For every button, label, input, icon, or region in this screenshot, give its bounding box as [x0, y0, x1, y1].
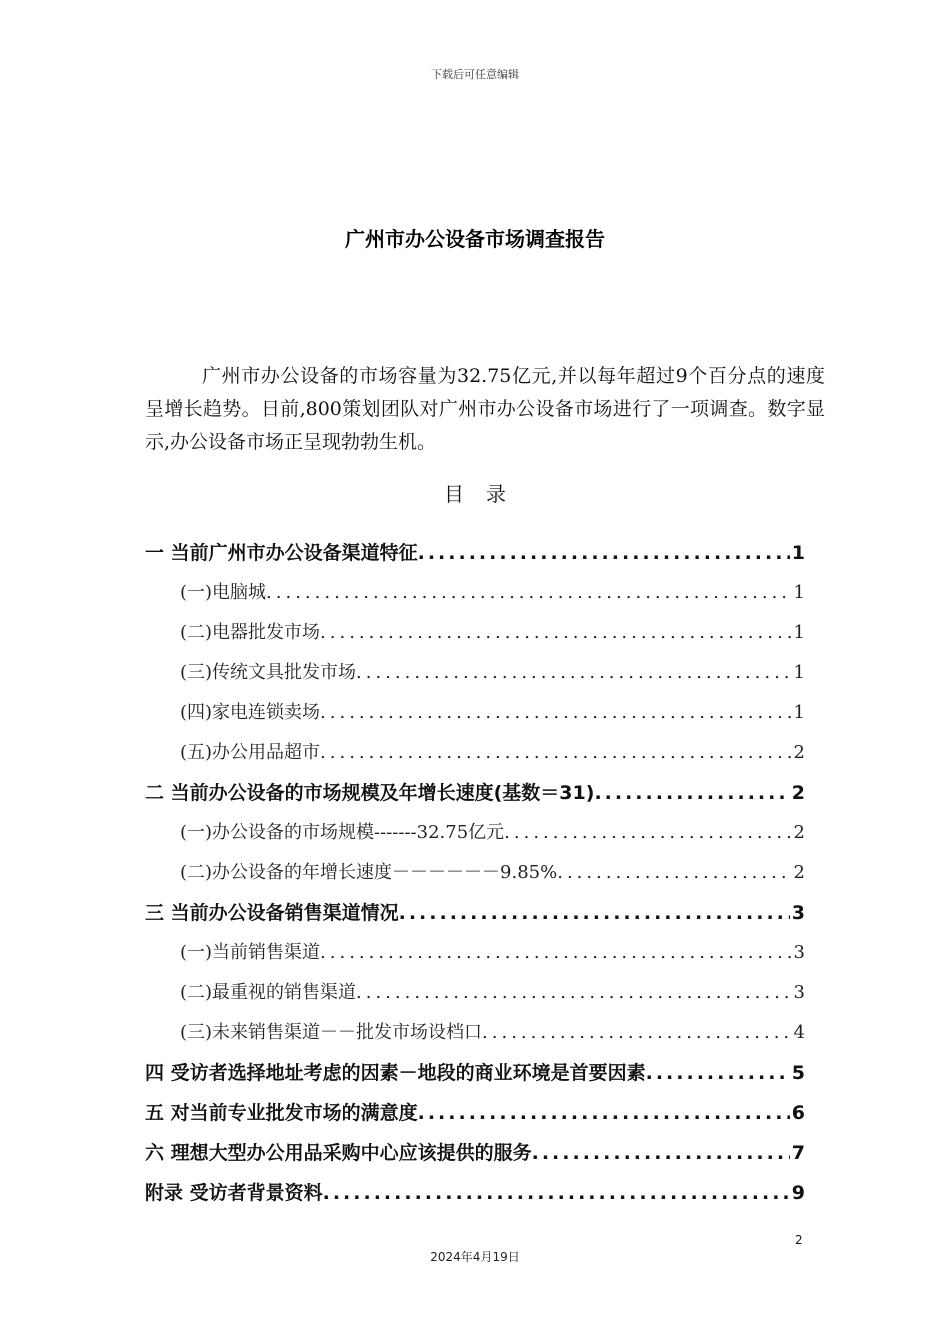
- toc-entry-page: 1: [793, 662, 805, 683]
- toc-entry[interactable]: [145, 658, 805, 698]
- toc-entry-text: (一)办公设备的市场规模-------32.75亿元: [180, 822, 505, 843]
- toc-entry-text: (四)家电连锁卖场: [180, 702, 321, 723]
- toc-entry-page: 2: [793, 862, 805, 883]
- toc-dot-leader: [482, 1022, 792, 1043]
- toc-entry-page: 1: [793, 622, 805, 643]
- toc-dot-leader: [320, 702, 792, 723]
- toc-dot-leader: [418, 1102, 790, 1124]
- toc-entry[interactable]: [145, 578, 805, 618]
- toc-entry-page: 1: [793, 582, 805, 603]
- toc-entry-text: (三)传统文具批发市场: [180, 662, 357, 683]
- header-note: 下载后可任意编辑: [431, 68, 519, 81]
- toc-dot-leader: [356, 662, 792, 683]
- toc-entry-text: 二 当前办公设备的市场规模及年增长速度(基数＝31): [145, 782, 595, 804]
- toc-dot-leader: [320, 942, 792, 963]
- toc-entry-page: 9: [791, 1182, 805, 1204]
- toc-entry[interactable]: [145, 538, 805, 578]
- toc-entry-text: 附录 受访者背景资料: [145, 1182, 323, 1204]
- toc-entry-text: (一)电脑城: [180, 582, 267, 603]
- toc-entry-text: 六 理想大型办公用品采购中心应该提供的服务: [145, 1142, 532, 1164]
- toc-entry[interactable]: [145, 938, 805, 978]
- page-number: 2: [795, 1233, 803, 1247]
- toc-entry[interactable]: [145, 778, 805, 818]
- toc-entry[interactable]: [145, 738, 805, 778]
- toc-entry-text: (二)电器批发市场: [180, 622, 321, 643]
- toc-entry-page: 3: [793, 942, 805, 963]
- toc-entry[interactable]: [145, 1138, 805, 1178]
- toc-entry-text: 五 对当前专业批发市场的满意度: [145, 1102, 418, 1124]
- toc-dot-leader: [399, 902, 790, 924]
- toc-entry-text: 四 受访者选择地址考虑的因素－地段的商业环境是首要因素: [145, 1062, 646, 1084]
- toc-entry[interactable]: [145, 1018, 805, 1058]
- toc-entry[interactable]: [145, 818, 805, 858]
- toc-dot-leader: [266, 582, 792, 603]
- toc-entry-page: 1: [791, 542, 805, 564]
- toc-entry[interactable]: [145, 898, 805, 938]
- toc-entry[interactable]: [145, 618, 805, 658]
- toc-dot-leader: [594, 782, 789, 804]
- toc-dot-leader: [418, 542, 790, 564]
- toc-entry-page: 2: [791, 782, 805, 804]
- toc-entry[interactable]: [145, 698, 805, 738]
- report-title: 广州市办公设备市场调查报告: [345, 227, 605, 251]
- toc-dot-leader: [320, 622, 792, 643]
- toc-entry-text: (二)办公设备的年增长速度－－－－－－9.85%: [180, 862, 558, 883]
- toc-entry[interactable]: [145, 1098, 805, 1138]
- toc-entry[interactable]: [145, 978, 805, 1018]
- toc-entry-page: 6: [791, 1102, 805, 1124]
- intro-paragraph: 广州市办公设备的市场容量为32.75亿元,并以每年超过9个百分点的速度呈增长趋势。日前,800策划团队对广州市办公设备市场进行了一项调查。数字显示,办公设备市场正呈现勃勃生机。: [145, 365, 825, 453]
- toc-entry-page: 3: [791, 902, 805, 924]
- toc-dot-leader: [323, 1182, 790, 1204]
- toc-entry[interactable]: [145, 858, 805, 898]
- toc-entry-page: 7: [791, 1142, 805, 1164]
- toc-entry-text: (五)办公用品超市: [180, 742, 321, 763]
- footer-date: 2024年4月19日: [430, 1250, 520, 1264]
- toc-entry-page: 4: [793, 1022, 805, 1043]
- table-of-contents: [145, 538, 805, 1218]
- toc-dot-leader: [504, 822, 791, 843]
- toc-dot-leader: [532, 1142, 790, 1164]
- toc-entry[interactable]: [145, 1058, 805, 1098]
- toc-entry-page: 3: [793, 982, 805, 1003]
- toc-dot-leader: [646, 1062, 790, 1084]
- toc-entry-text: (一)当前销售渠道: [180, 942, 321, 963]
- toc-entry-page: 2: [793, 742, 805, 763]
- toc-heading: 目录: [444, 482, 528, 506]
- toc-entry-text: (二)最重视的销售渠道: [180, 982, 357, 1003]
- toc-entry-text: 一 当前广州市办公设备渠道特征: [145, 542, 418, 564]
- toc-entry-text: 三 当前办公设备销售渠道情况: [145, 902, 399, 924]
- toc-entry-page: 2: [793, 822, 805, 843]
- toc-dot-leader: [557, 862, 791, 883]
- toc-dot-leader: [320, 742, 792, 763]
- toc-entry[interactable]: [145, 1178, 805, 1218]
- toc-entry-text: (三)未来销售渠道－－批发市场设档口: [180, 1022, 483, 1043]
- toc-entry-page: 1: [793, 702, 805, 723]
- toc-entry-page: 5: [791, 1062, 805, 1084]
- toc-dot-leader: [356, 982, 792, 1003]
